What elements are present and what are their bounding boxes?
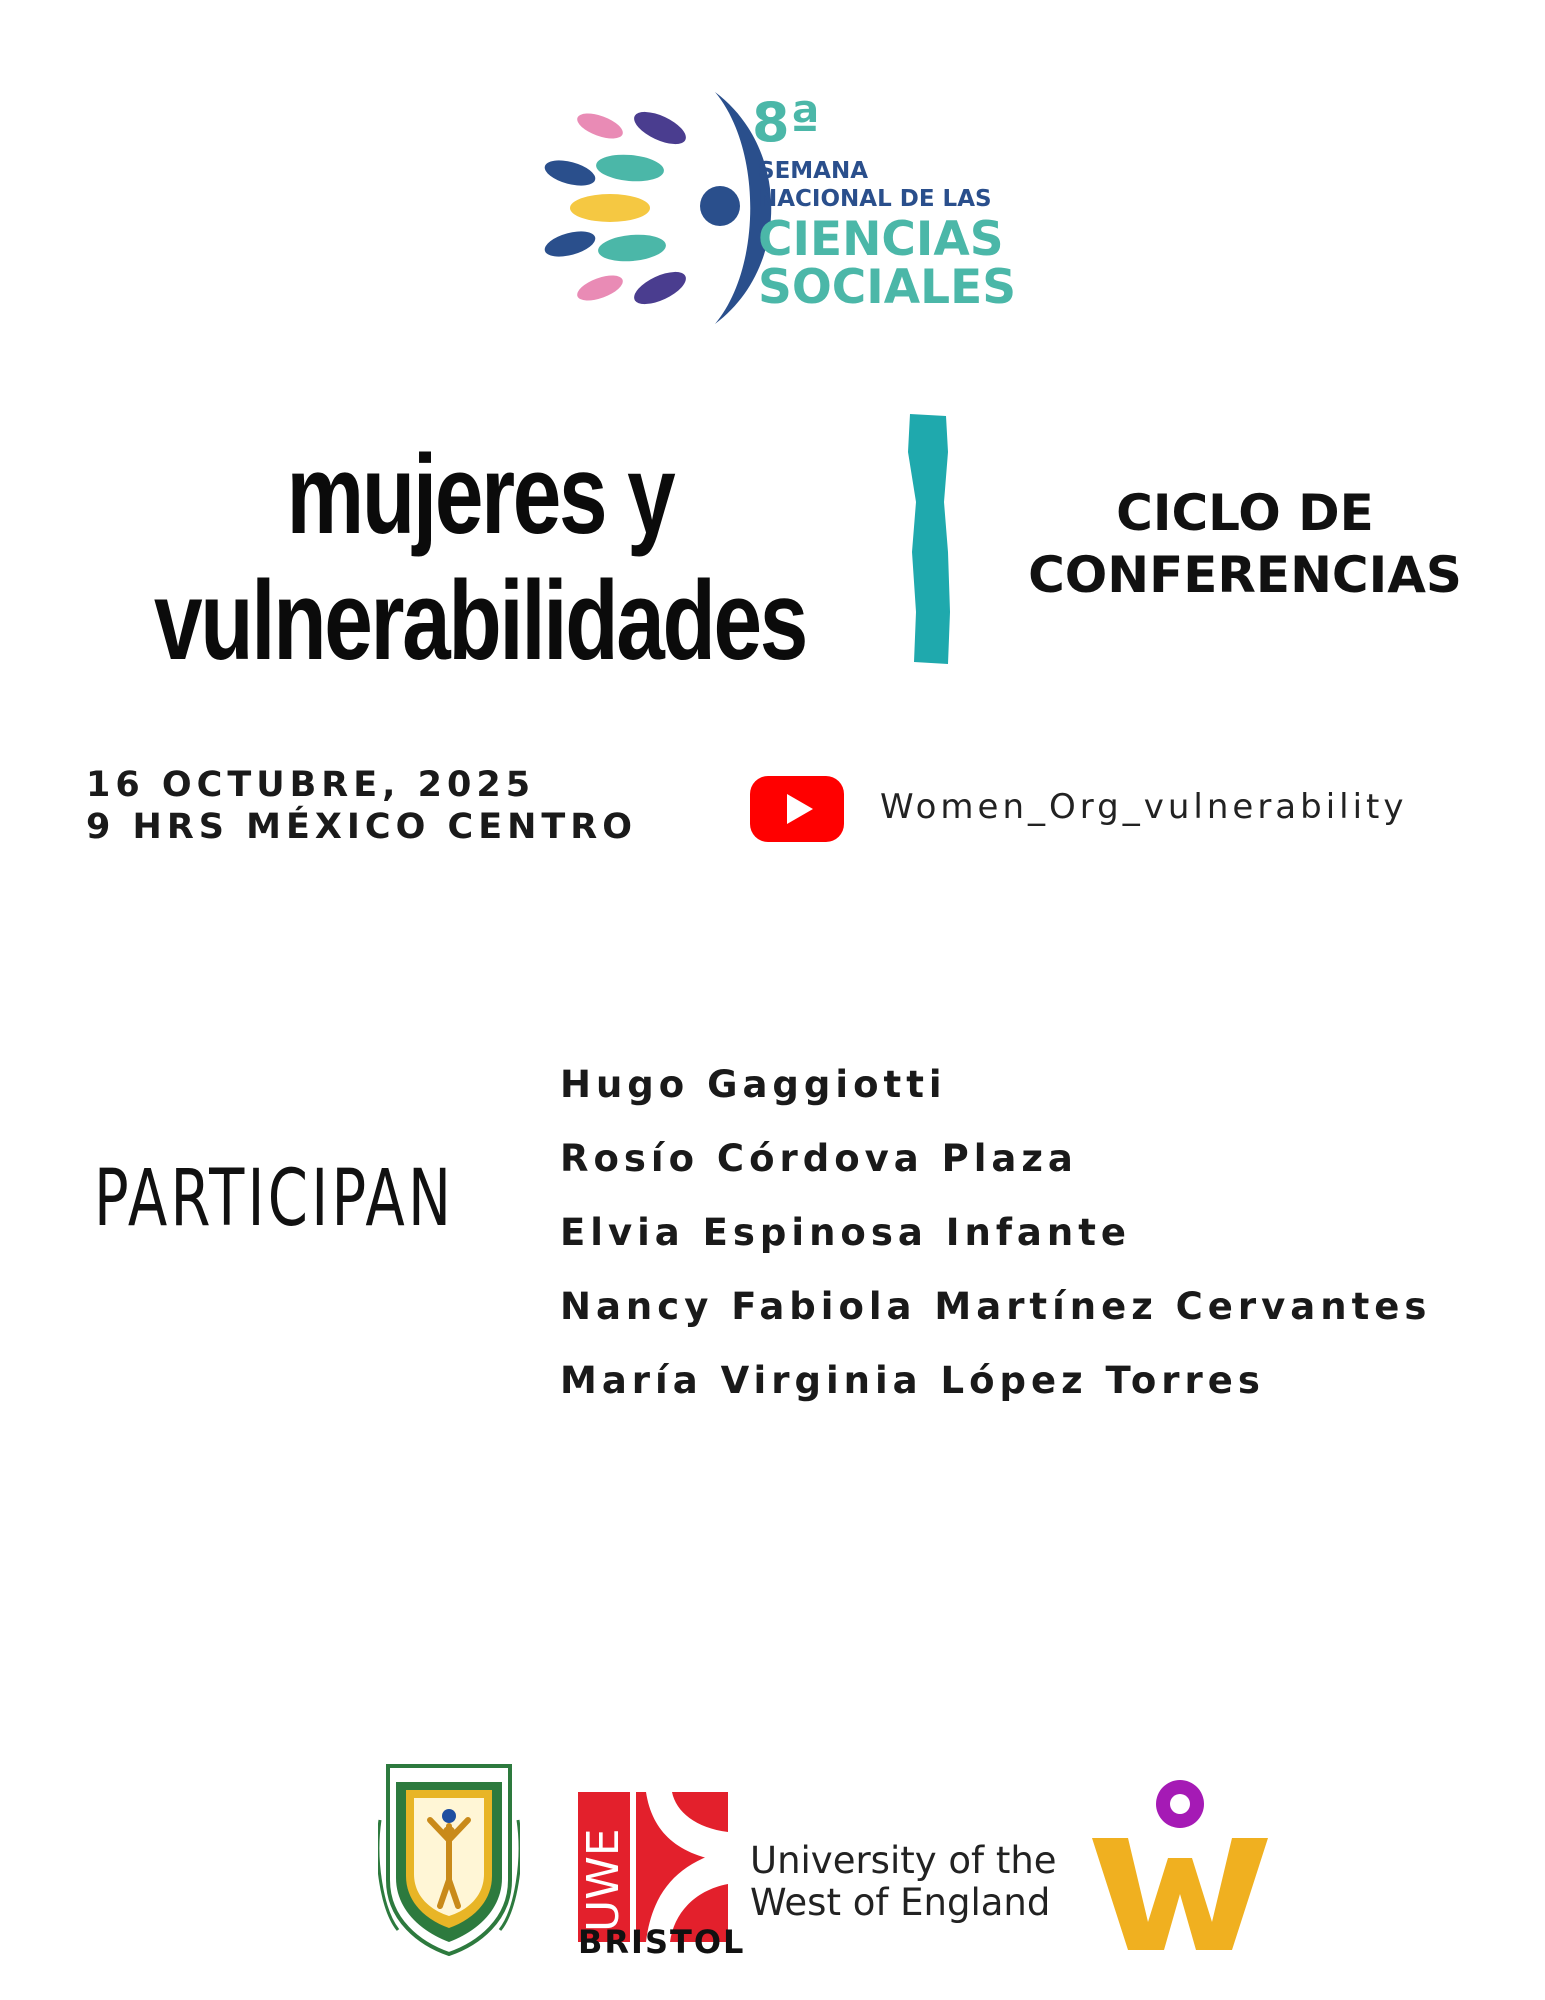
participant-name: María Virginia López Torres xyxy=(560,1359,1265,1402)
accent-divider-bar xyxy=(904,412,954,666)
leaf xyxy=(597,232,667,264)
participants-list xyxy=(560,1048,1431,1418)
event-time: 9 HRS MÉXICO CENTRO xyxy=(86,807,638,847)
leaf xyxy=(595,152,665,184)
title-line-1: mujeres y xyxy=(286,432,674,557)
leaf xyxy=(542,227,598,262)
leaf xyxy=(574,108,626,143)
youtube-icon[interactable] xyxy=(750,776,844,842)
page-title xyxy=(152,432,807,684)
leaf xyxy=(630,105,691,150)
leaf xyxy=(630,265,691,310)
uwe-name-line-1: University of the xyxy=(750,1839,1057,1882)
logo-text-sociales: SOCIALES xyxy=(758,260,1017,315)
uwe-name-line-2: West of England xyxy=(750,1881,1051,1924)
youtube-channel-link[interactable]: Women_Org_vulnerability xyxy=(880,787,1408,827)
participant-name: Hugo Gaggiotti xyxy=(560,1063,947,1106)
uabc-shield-logo xyxy=(378,1760,520,1956)
cycle-line-1: CICLO DE xyxy=(1116,484,1374,542)
cycle-line-2: CONFERENCIAS xyxy=(1028,546,1462,604)
title-line-2: vulnerabilidades xyxy=(154,558,806,683)
leaf xyxy=(570,194,650,222)
leaf xyxy=(542,156,598,191)
event-type-heading xyxy=(1000,482,1490,606)
logo-dot xyxy=(700,186,740,226)
uwe-city-label: BRISTOL xyxy=(578,1923,746,1961)
event-date: 16 OCTUBRE, 2025 xyxy=(86,765,536,805)
logo-edition: 8ª xyxy=(752,91,821,154)
leaf xyxy=(574,270,626,305)
participant-name: Rosío Córdova Plaza xyxy=(560,1137,1078,1180)
participant-name: Elvia Espinosa Infante xyxy=(560,1211,1132,1254)
logo-text-ciencias: CIENCIAS xyxy=(758,212,1004,267)
logo-text-semana: SEMANA xyxy=(758,158,869,184)
logo-text-nacional: NACIONAL DE LAS xyxy=(758,186,992,212)
participants-heading: PARTICIPAN xyxy=(94,1154,455,1244)
uwe-mark: UWE xyxy=(578,1828,629,1932)
participant-name: Nancy Fabiola Martínez Cervantes xyxy=(560,1285,1432,1328)
w-org-logo xyxy=(1092,1772,1268,1952)
